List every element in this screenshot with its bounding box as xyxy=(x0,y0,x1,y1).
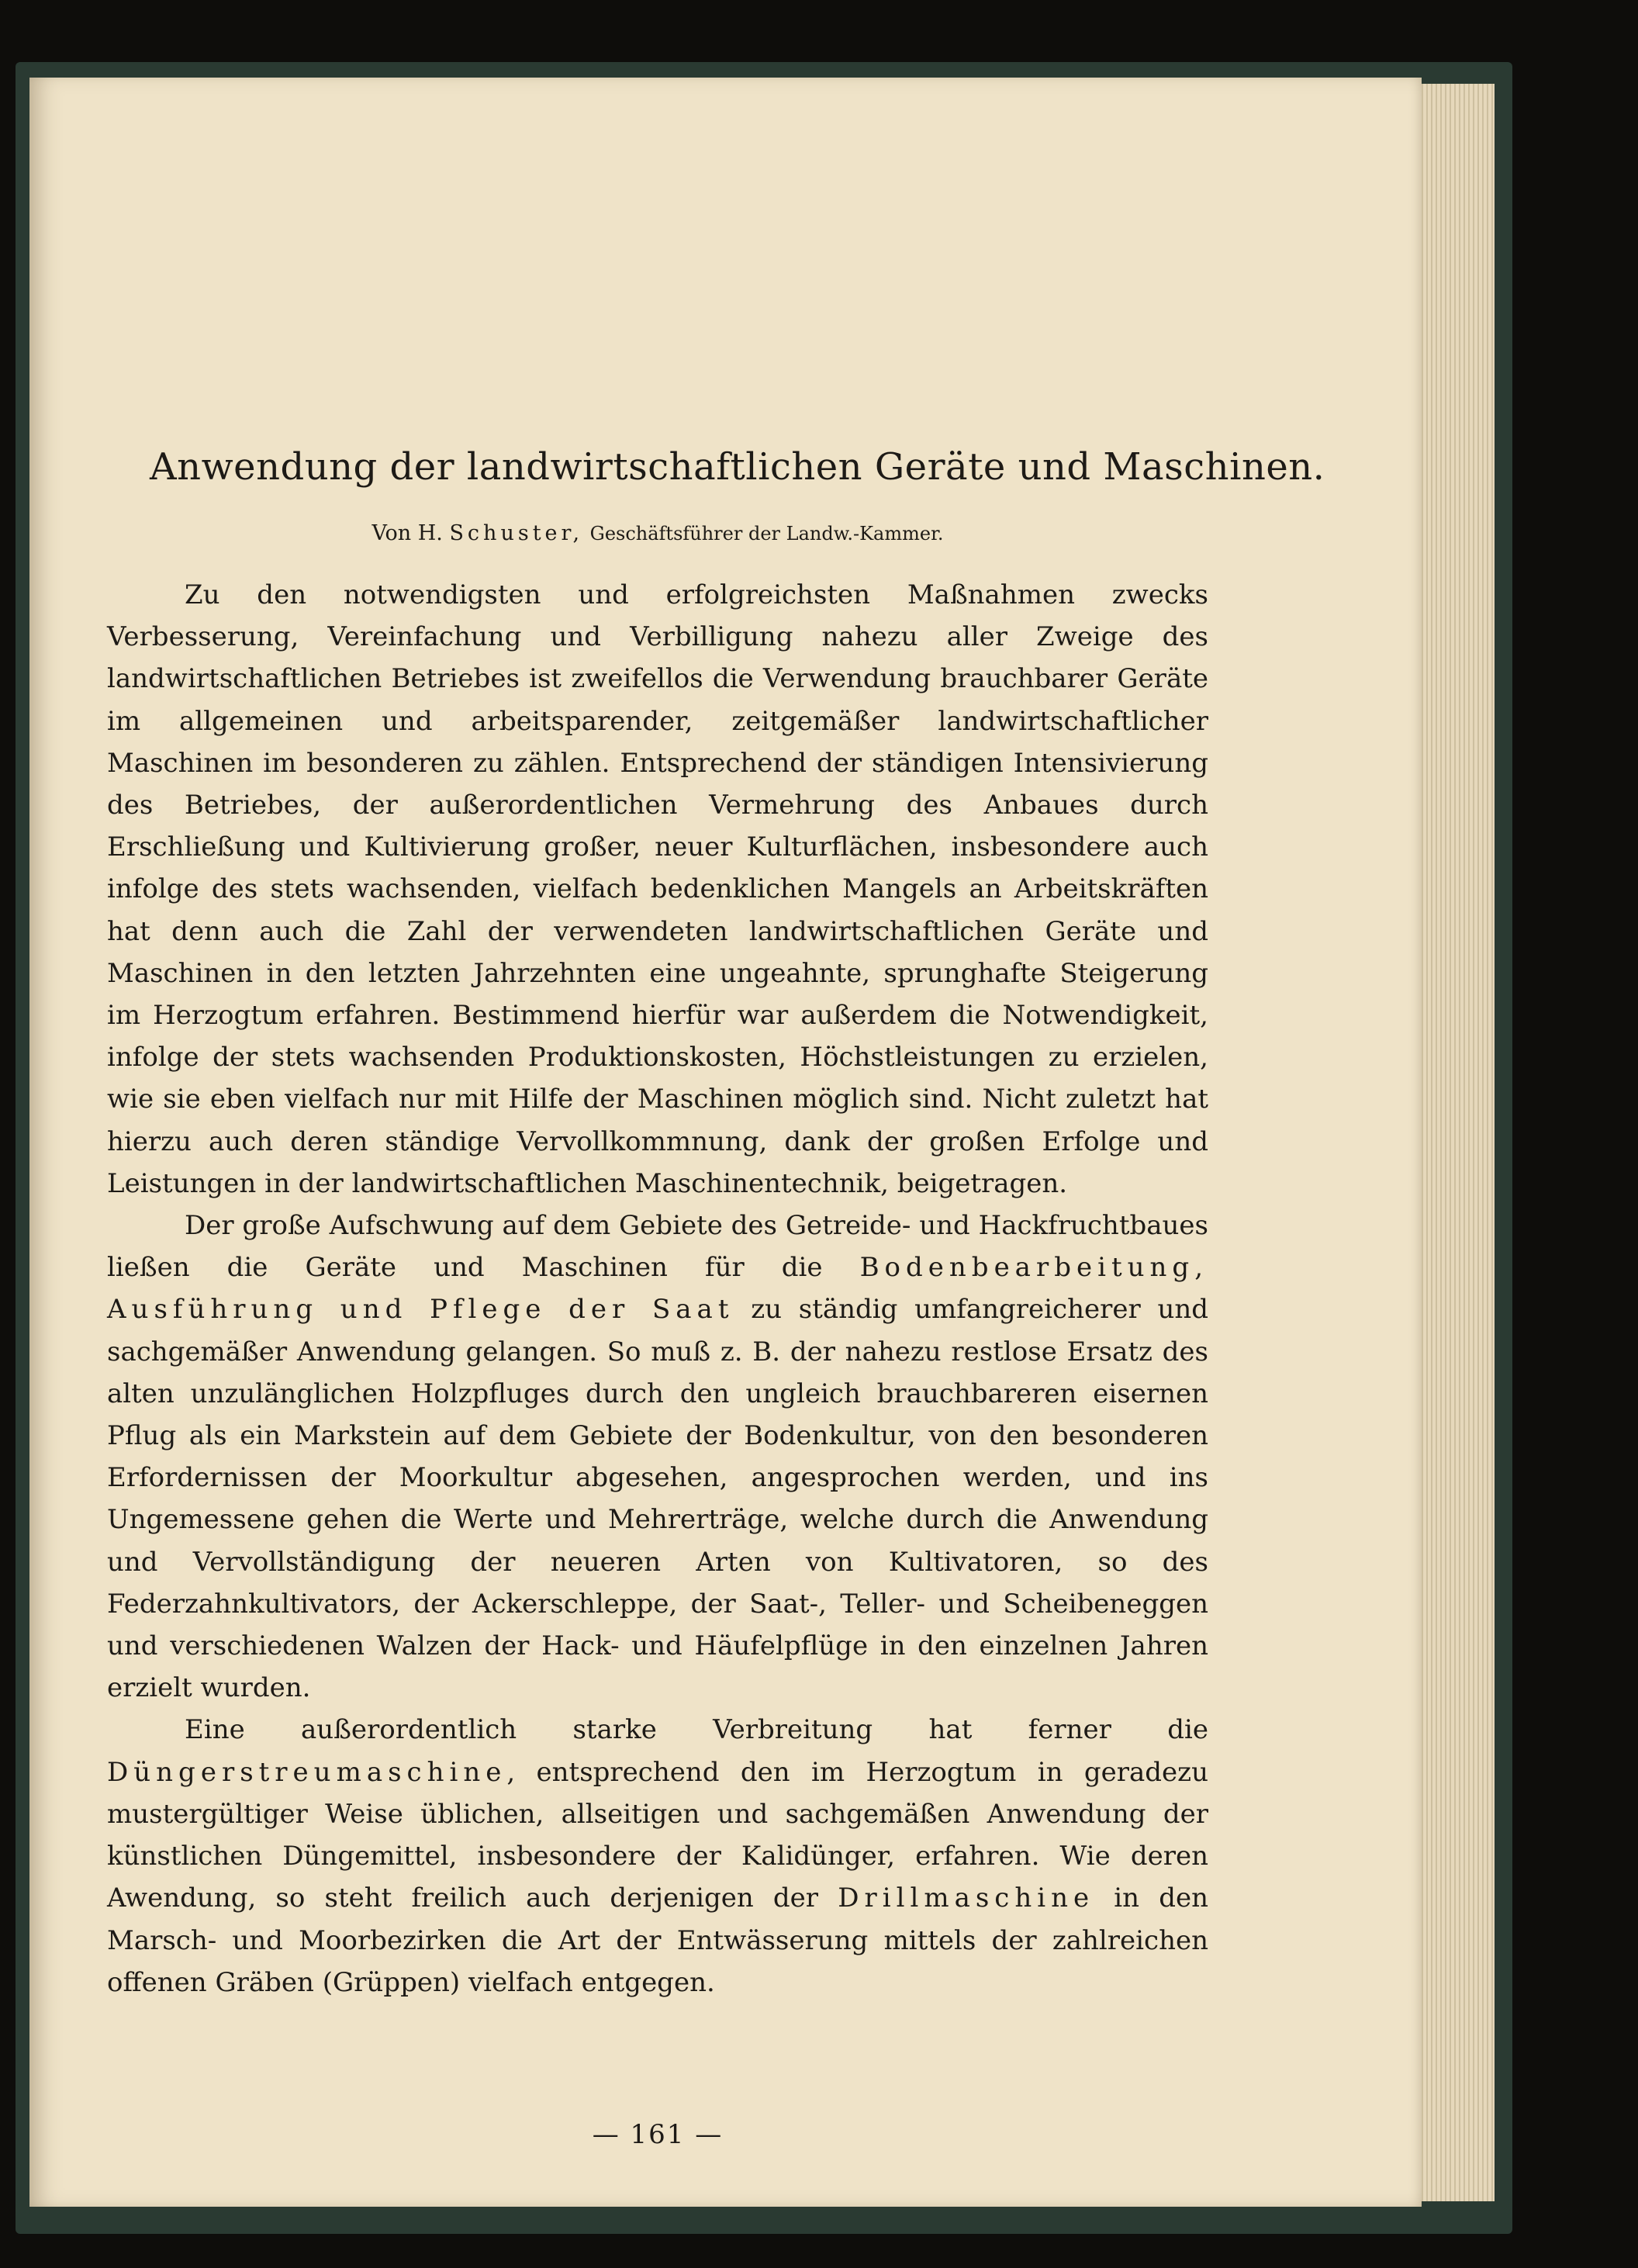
author-name: Schuster, xyxy=(449,521,584,545)
book-page xyxy=(29,78,1422,2207)
paragraph-text: Eine außerordentlich starke Verbreitung hat ferner die xyxy=(185,1714,1208,1746)
paragraph-text: Der große Aufschwung auf dem Gebiete des Getreide- und Hackfruchtbaues ließen die Geräte und Maschinen für die xyxy=(107,1210,1208,1284)
emphasized-term: Drillmaschine xyxy=(838,1883,1095,1914)
byline xyxy=(107,523,1208,544)
author-role: Geschäftsführer der Landw.-Kammer. xyxy=(589,523,944,545)
emphasized-term: Düngerstreumaschine xyxy=(107,1756,507,1788)
paragraph-text: , entsprechend den im Herzogtum in geradezu mustergültiger Weise üblichen, allseitigen und sachgemäßen Anwendung der künstlichen Düngemittel, insbesondere der Kalidünger, erfahren. Wie deren Awendung, so steht freilich auch derjenigen der xyxy=(107,1756,1208,1914)
emphasized-term: Bodenbearbeitung, Ausführung und Pflege der Saat xyxy=(107,1252,1208,1326)
byline-prefix: Von H. xyxy=(371,521,443,545)
paragraph-2 xyxy=(107,1205,1208,1709)
paragraph-1 xyxy=(107,574,1208,1205)
paragraph-text: zu ständig umfangreicherer und sachgemäßer Anwendung gelangen. So muß z. B. der nahezu restlose Ersatz des alten unzulänglichen Holzpfluges durch den ungleich brauchbareren eisernen Pflug als ein Markstein auf dem Gebiete der Bodenkultur, von den besonderen Erfordernissen der Moorkultur abgesehen, angesprochen werden, und ins Ungemessene gehen die Werte und Mehrerträge, welche durch die Anwendung und Vervollständigung der neueren Arten von Kultivatoren, so des Federzahnkultivators, der Ackerschleppe, der Saat-, Teller- und Scheibeneggen und verschiedenen Walzen der Hack- und Häufelpflüge in den einzelnen Jahren erzielt wurden. xyxy=(107,1294,1209,1704)
paragraph-3 xyxy=(107,1709,1208,2003)
article-body xyxy=(107,574,1208,2004)
page-number: — 161 — xyxy=(592,2119,724,2150)
paragraph-text: in den Marsch- und Moorbezirken die Art der Entwässerung mittels der zahlreichen offenen Gräben (Grüppen) vielfach entgegen. xyxy=(107,1883,1209,1998)
paragraph-text: Zu den notwendigsten und erfolgreichsten Maßnahmen zwecks Verbesserung, Vereinfachung und Verbilligung nahezu aller Zweige des landwirtschaftlichen Betriebes ist zweifellos die Verwendung brauchbarer Geräte im allgemeinen und arbeitsparender, zeitgemäßer landwirtschaftlicher Maschinen im besonderen zu zählen. Entsprechend der ständigen Intensivierung des Betriebes, der außerordentlichen Vermehrung des Anbaues durch Erschließung und Kultivierung großer, neuer Kulturflächen, insbesondere auch infolge des stets wachsenden, vielfach bedenklichen Mangels an Arbeitskräften hat denn auch die Zahl der verwendeten landwirtschaftlichen Geräte und Maschinen in den letzten Jahrzehnten eine ungeahnte, sprunghafte Steigerung im Herzogtum erfahren. Bestimmend hierfür war außerdem die Notwendigkeit, infolge der stets wachsenden Produktionskosten, Höchstleistungen zu erzielen, wie sie eben vielfach nur mit Hilfe der Maschinen möglich sind. Nicht zuletzt hat hierzu auch deren ständige Vervollkommnung, dank der großen Erfolge und Leistungen in der landwirtschaftlichen Maschinentechnik, beigetragen. xyxy=(107,579,1208,1199)
article-title: Anwendung der landwirtschaftlichen Geräte und Maschinen. xyxy=(150,445,1325,489)
